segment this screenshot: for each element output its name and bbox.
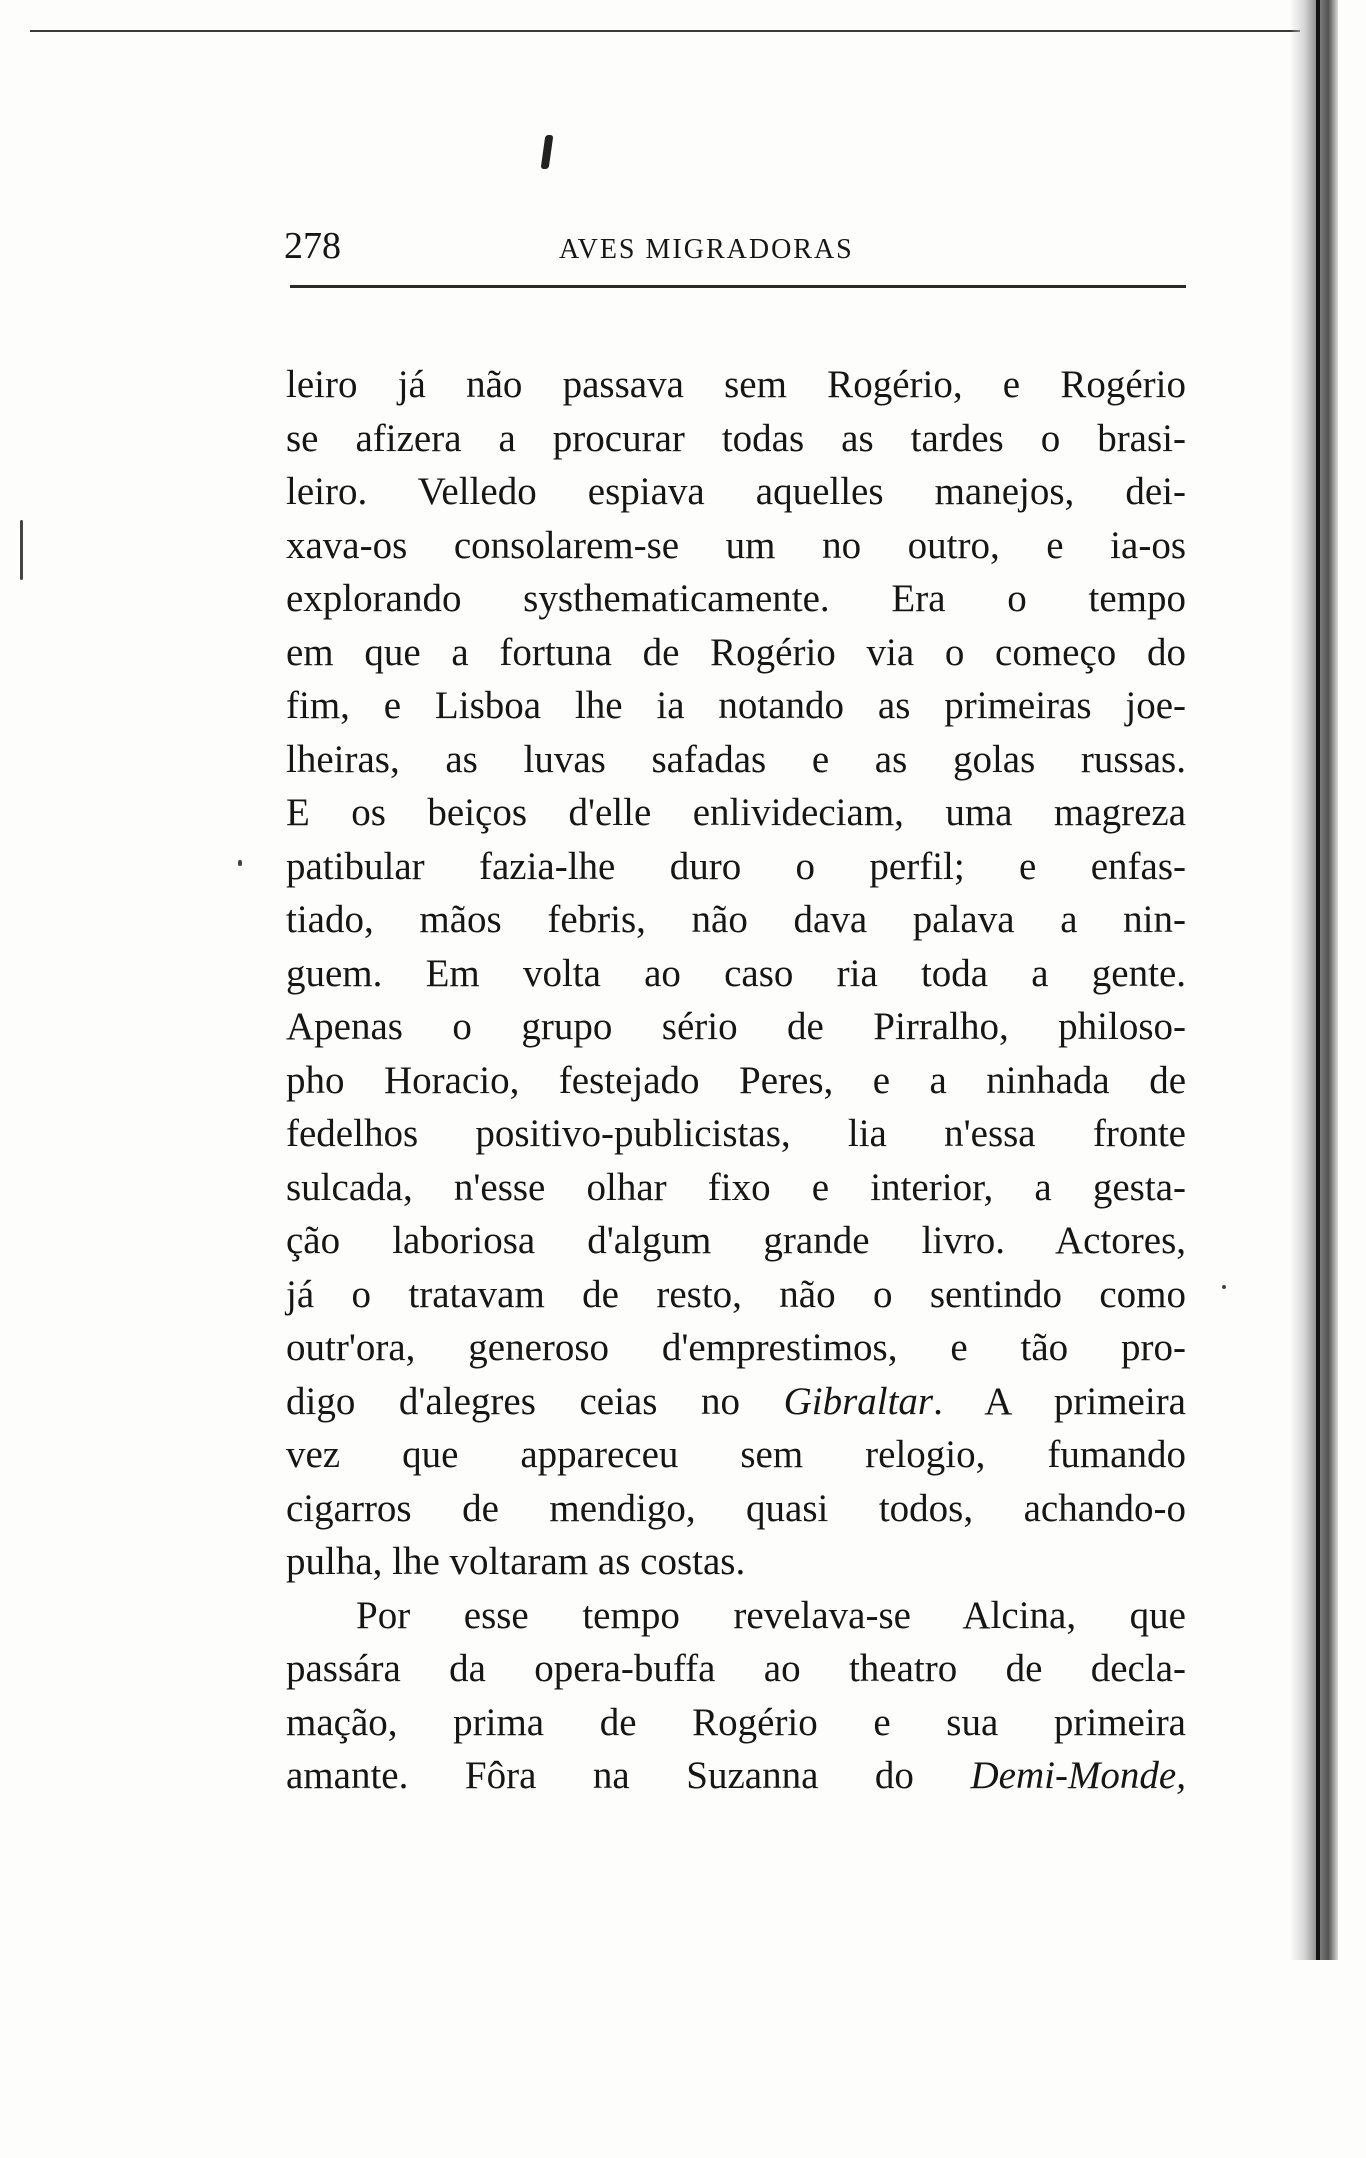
text-line	[286, 465, 1186, 519]
body-text	[286, 358, 1186, 1803]
text-segment: se afizera a procurar todas as tardes o brasi-	[286, 416, 1186, 460]
margin-speck	[238, 860, 242, 866]
text-line	[286, 893, 1186, 947]
text-segment: E os beiços d'elle enlivideciam, uma magreza	[286, 791, 1186, 834]
text-line	[286, 1375, 1186, 1429]
text-line	[286, 626, 1186, 680]
text-line	[286, 1000, 1186, 1054]
text-segment: passára da opera-buffa ao theatro de decla-	[286, 1647, 1186, 1690]
text-line	[286, 733, 1186, 787]
text-segment: xava-os consolarem-se um no outro, e ia-os	[286, 523, 1186, 567]
page-header	[284, 222, 1184, 282]
text-segment: amante. Fôra na Suzanna do	[286, 1754, 971, 1797]
text-line	[286, 1535, 1186, 1589]
text-line	[286, 1428, 1186, 1482]
margin-speck	[20, 520, 23, 580]
text-segment: mação, prima de Rogério e sua primeira	[286, 1700, 1186, 1744]
text-segment: guem. Em volta ao caso ria toda a gente.	[286, 951, 1186, 995]
text-line	[286, 1268, 1186, 1322]
text-segment: sulcada, n'esse olhar fixo e interior, a gesta-	[286, 1165, 1186, 1209]
text-line	[286, 1054, 1186, 1108]
scan-top-edge-line	[30, 30, 1300, 32]
text-segment: patibular fazia-lhe duro o perfil; e enfas-	[286, 844, 1186, 888]
text-segment: Apenas o grupo sério de Pirralho, philoso-	[286, 1005, 1186, 1048]
text-line	[286, 572, 1186, 626]
running-title: AVES MIGRADORAS	[559, 234, 854, 265]
text-segment: . A primeira	[933, 1379, 1186, 1423]
text-segment: leiro. Velledo espiava aquelles manejos, dei-	[286, 470, 1186, 513]
text-line	[286, 358, 1186, 412]
text-line	[286, 947, 1186, 1001]
text-line	[286, 1482, 1186, 1536]
text-segment: Por esse tempo revelava-se Alcina, que	[356, 1593, 1186, 1637]
text-line	[286, 1642, 1186, 1696]
book-binding-edge	[1316, 0, 1320, 1960]
text-line	[286, 1107, 1186, 1161]
text-line	[286, 1321, 1186, 1375]
ink-mark	[541, 135, 554, 169]
text-line	[286, 1696, 1186, 1750]
text-segment: lheiras, as luvas safadas e as golas russas.	[286, 737, 1186, 781]
text-line	[286, 786, 1186, 840]
text-segment: ção laboriosa d'algum grande livro. Actores,	[286, 1219, 1186, 1262]
text-line	[286, 1214, 1186, 1268]
text-segment: leiro já não passava sem Rogério, e Rogério	[286, 363, 1186, 406]
text-line	[286, 679, 1186, 733]
text-segment: explorando systhematicamente. Era o tempo	[286, 577, 1186, 620]
text-segment: vez que appareceu sem relogio, fumando	[286, 1433, 1186, 1476]
text-line	[286, 412, 1186, 466]
text-line	[286, 1589, 1186, 1643]
text-line	[286, 1161, 1186, 1215]
text-segment: fedelhos positivo-publicistas, lia n'essa fronte	[286, 1112, 1186, 1155]
text-segment: tiado, mãos febris, não dava palava a nin-	[286, 898, 1186, 941]
page-number: 278	[284, 225, 341, 267]
text-segment: fim, e Lisboa lhe ia notando as primeiras joe-	[286, 684, 1186, 727]
text-line	[286, 1749, 1186, 1803]
book-binding-shadow	[1290, 0, 1338, 1960]
header-rule	[290, 285, 1186, 288]
italic-text: Gibraltar	[783, 1379, 934, 1423]
italic-text: Demi-Monde,	[970, 1754, 1186, 1797]
text-segment: outr'ora, generoso d'emprestimos, e tão pro-	[286, 1326, 1186, 1369]
text-segment: digo d'alegres ceias no	[286, 1379, 784, 1423]
text-segment: já o tratavam de resto, não o sentindo como	[286, 1272, 1186, 1316]
margin-speck	[1222, 1285, 1226, 1289]
text-line	[286, 519, 1186, 573]
text-segment: pho Horacio, festejado Peres, e a ninhada de	[286, 1058, 1186, 1102]
text-segment: pulha, lhe voltaram as costas.	[286, 1540, 746, 1583]
text-segment: em que a fortuna de Rogério via o começo do	[286, 630, 1186, 674]
text-line	[286, 840, 1186, 894]
text-segment: cigarros de mendigo, quasi todos, achando-o	[286, 1486, 1186, 1530]
